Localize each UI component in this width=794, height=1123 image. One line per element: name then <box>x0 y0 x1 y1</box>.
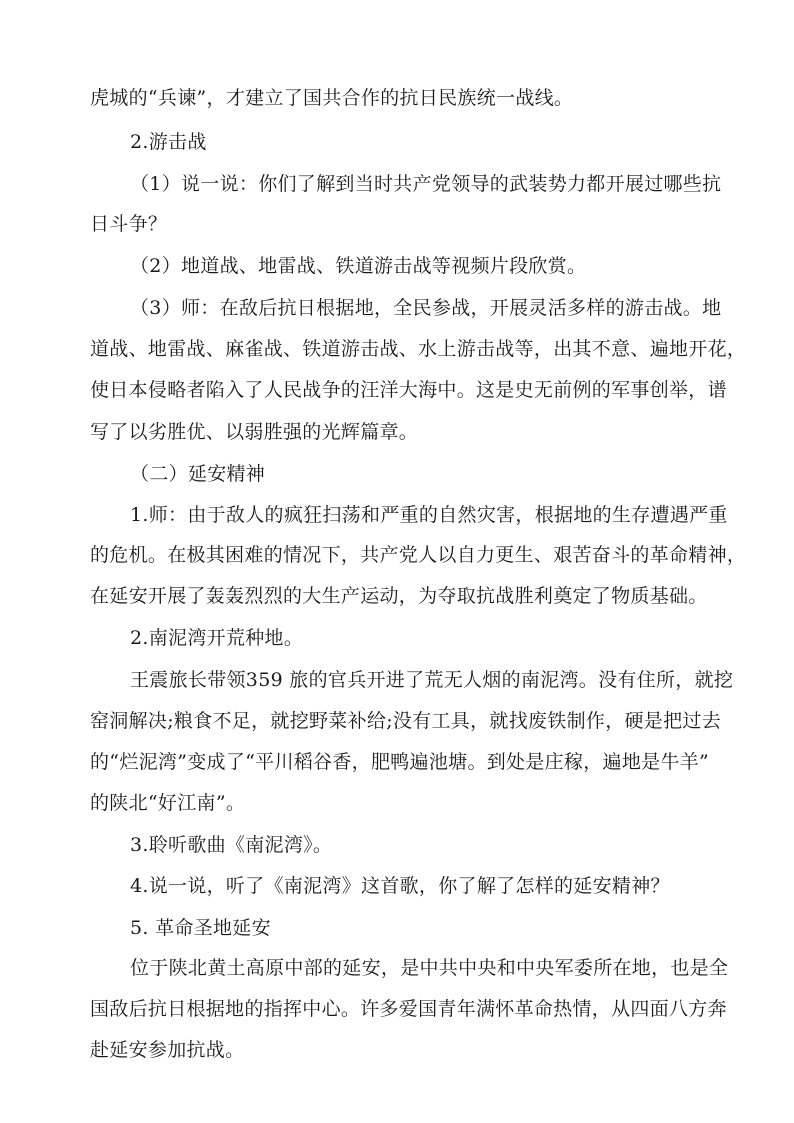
paragraph-line: 使日本侵略者陷入了人民战争的汪洋大海中。这是史无前例的军事创举，谱 <box>90 379 727 401</box>
paragraph-line: 窑洞解决;粮食不足，就挖野菜补给;没有工具，就找废铁制作，硬是把过去 <box>90 710 722 732</box>
paragraph-line: 1.师：由于敌人的疯狂扫荡和严重的自然灾害，根据地的生存遭遇严重 <box>130 504 728 526</box>
paragraph-line: 的危机。在极其困难的情况下，共产党人以自力更生、艰苦奋斗的革命精神， <box>90 544 747 566</box>
paragraph-line: 王震旅长带领359 旅的官兵开进了荒无人烟的南泥湾。没有住所，就挖 <box>130 669 734 691</box>
paragraph-line: 写了以劣胜优、以弱胜强的光辉篇章。 <box>90 421 419 443</box>
paragraph-line: 虎城的“兵谏”，才建立了国共合作的抗日民族统一战线。 <box>90 87 574 109</box>
paragraph-line: （2）地道战、地雷战、铁道游击战等视频片段欣赏。 <box>130 255 587 277</box>
paragraph-line: 的“烂泥湾”变成了“平川稻谷香，肥鸭遍池塘。到处是庄稼，遍地是牛羊” <box>90 751 710 773</box>
paragraph-line: 道战、地雷战、麻雀战、铁道游击战、水上游击战等，出其不意、遍地开花， <box>90 338 747 360</box>
paragraph-line: （1）说一说：你们了解到当时共产党领导的武装势力都开展过哪些抗 <box>130 173 722 195</box>
paragraph-line: 国敌后抗日根据地的指挥中心。许多爱国青年满怀革命热情，从四面八方奔 <box>90 998 727 1020</box>
paragraph-line: 赴延安参加抗战。 <box>90 1039 245 1061</box>
paragraph-line: 的陕北“好江南”。 <box>90 792 246 814</box>
section-heading: 2.南泥湾开荒种地。 <box>130 627 304 649</box>
paragraph-line: 位于陕北黄土高原中部的延安，是中共中央和中央军委所在地，也是全 <box>130 957 729 979</box>
paragraph-line: 日斗争？ <box>90 213 168 235</box>
section-heading: （二）延安精神 <box>130 463 266 485</box>
section-heading: 5. 革命圣地延安 <box>130 917 271 939</box>
section-heading: 3.聆听歌曲《南泥湾》。 <box>130 834 333 856</box>
paragraph-line: 在延安开展了轰轰烈烈的大生产运动，为夺取抗战胜利奠定了物质基础。 <box>90 585 708 607</box>
paragraph-line: （3）师：在敌后抗日根据地，全民参战，开展灵活多样的游击战。地 <box>130 297 722 319</box>
section-heading: 2.游击战 <box>130 131 207 153</box>
paragraph-line: 4.说一说，听了《南泥湾》这首歌，你了解了怎样的延安精神？ <box>130 875 670 897</box>
